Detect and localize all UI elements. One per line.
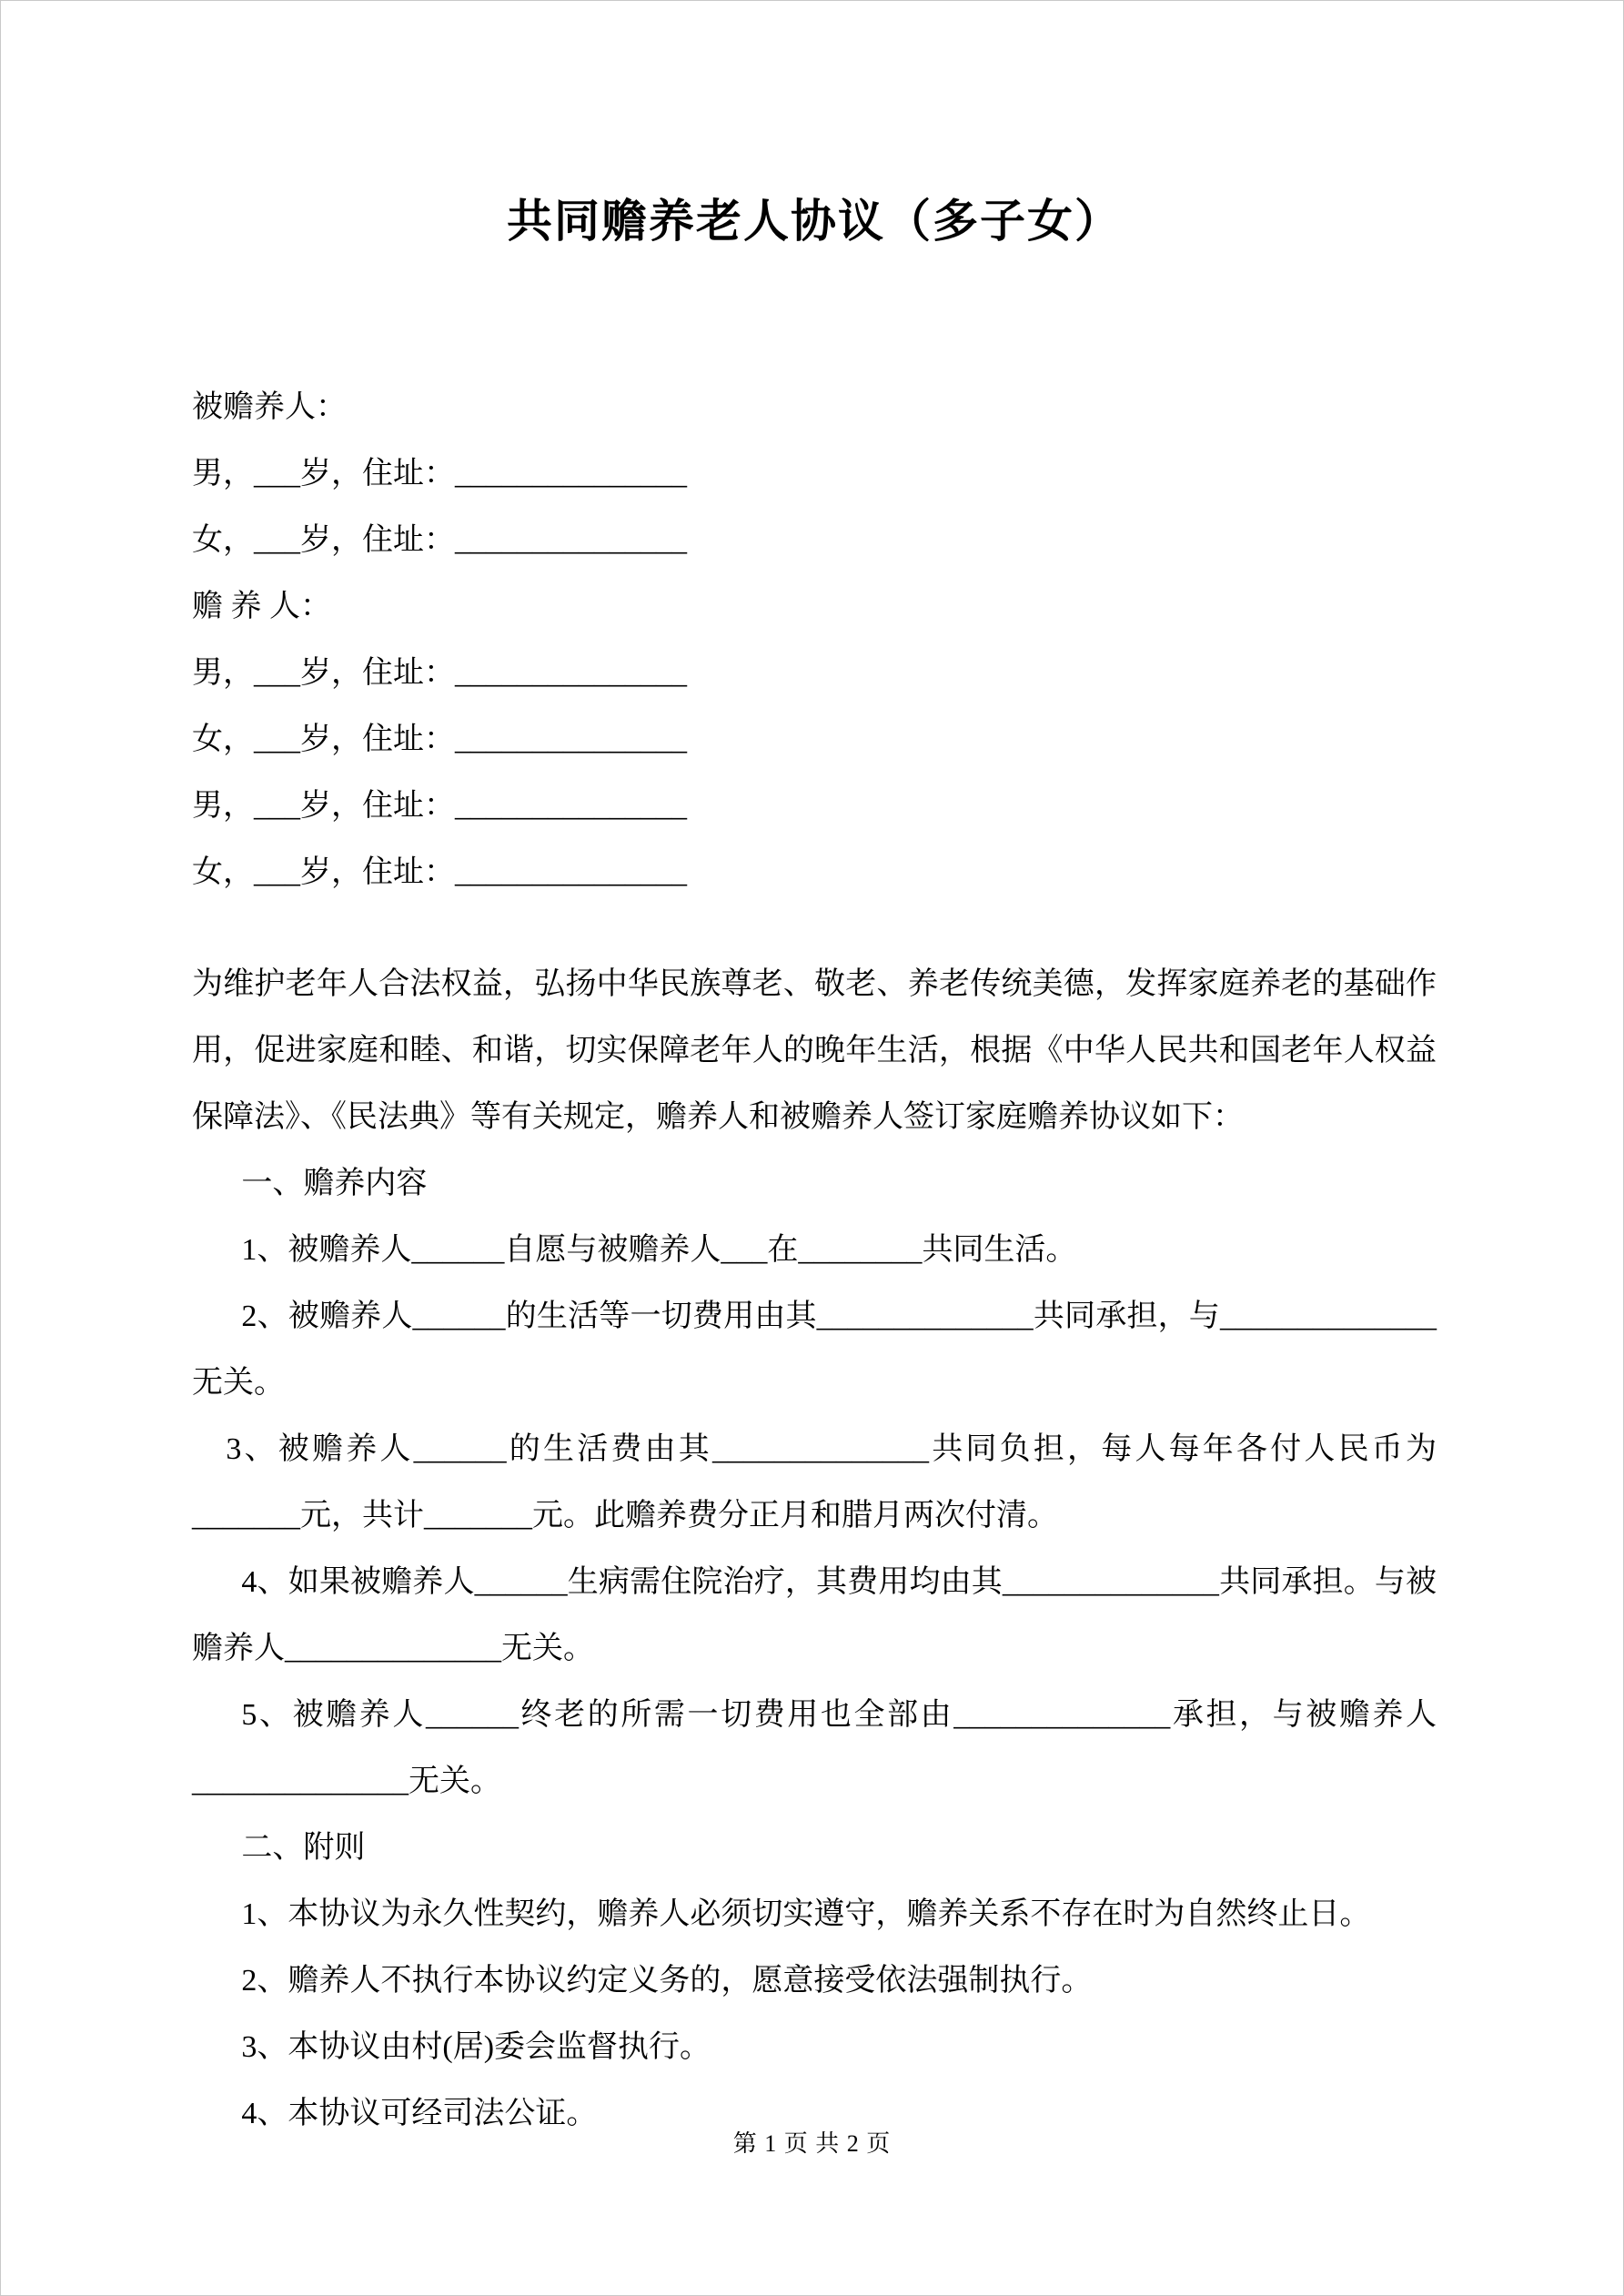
page-number-footer: 第 1 页 共 2 页 (732, 2130, 892, 2157)
party-line-supporter-label: 赡 养 人： (192, 590, 331, 623)
section-2-heading: 二、附则 (241, 1831, 366, 1865)
section-1-item: 5、被赡养人______终老的所需一切费用也全部由______________承担，与被赡养人______________无关。 (192, 1698, 1437, 1798)
preamble-paragraph: 为维护老年人合法权益，弘扬中华民族尊老、敬老、养老传统美德，发挥家庭养老的基础作用，促进家庭和睦、和谐，切实保障老年人的晚年生活，根据《中华人民共和国老年人权益保障法》、《民法典》等有关规定，赡养人和被赡养人签订家庭赡养协议如下： (192, 967, 1437, 1134)
document-title: 共同赡养老人协议（多子女） (507, 196, 1122, 247)
party-info-block (192, 374, 1437, 905)
section-1-item: 4、如果被赡养人______生病需住院治疗，其费用均由其______________共同承担。与被赡养人______________无关。 (192, 1565, 1437, 1665)
party-line-elder-label: 被赡养人： (192, 390, 347, 424)
section-1-heading: 一、赡养内容 (241, 1167, 428, 1200)
section-1-item: 2、被赡养人______的生活等一切费用由其______________共同承担，与______________无关。 (192, 1300, 1437, 1400)
party-line: 男，___岁，住址：_______________ (192, 457, 687, 491)
section-2-item: 3、本协议由村(居)委会监督执行。 (241, 2030, 711, 2064)
section-2-item: 4、本协议可经司法公证。 (241, 2097, 598, 2130)
party-line: 男，___岁，住址：_______________ (192, 789, 687, 823)
section-2-item: 1、本协议为永久性契约，赡养人必须切实遵守，赡养关系不存在时为自然终止日。 (241, 1897, 1371, 1931)
section-2-item: 2、赡养人不执行本协议约定义务的，愿意接受依法强制执行。 (241, 1964, 1093, 1998)
party-line: 男，___岁，住址：_______________ (192, 656, 687, 690)
section-1-item: 3、被赡养人______的生活费由其______________共同负担，每人每年各付人民币为_______元，共计_______元。此赡养费分正月和腊月两次付清。 (192, 1432, 1437, 1532)
section-1-item: 1、被赡养人______自愿与被赡养人___在________共同生活。 (241, 1233, 1077, 1267)
party-line: 女，___岁，住址：_______________ (192, 723, 687, 756)
party-line: 女，___岁，住址：_______________ (192, 855, 687, 889)
party-line: 女，___岁，住址：_______________ (192, 523, 687, 557)
